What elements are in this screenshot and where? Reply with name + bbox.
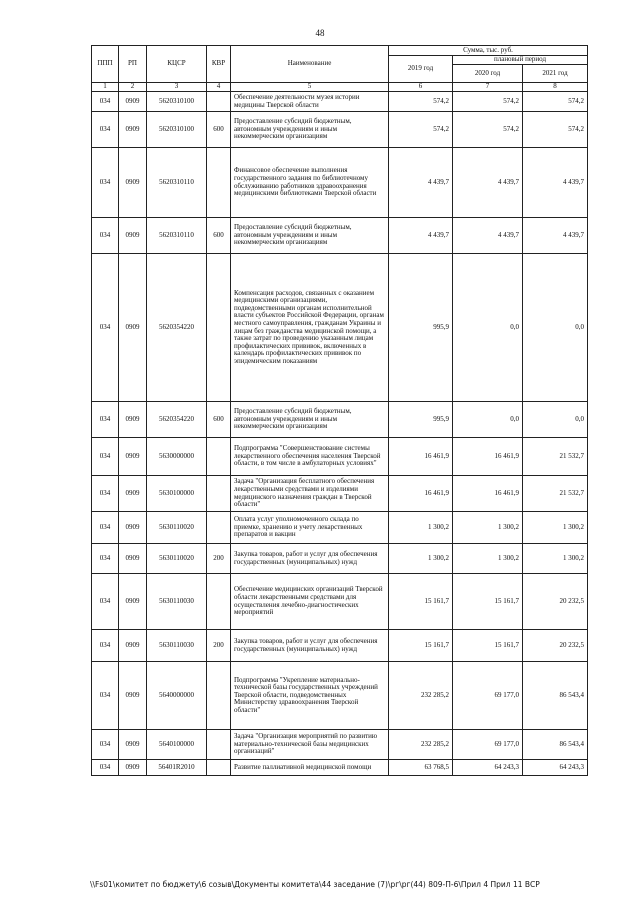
cell-2019: 15 161,7 xyxy=(389,574,453,630)
cell-2020: 16 461,9 xyxy=(453,476,523,512)
cell-ppp: 034 xyxy=(92,476,119,512)
cell-rp: 0909 xyxy=(119,730,147,760)
table-body xyxy=(92,92,588,776)
budget-table xyxy=(91,45,588,776)
cell-2019: 4 439,7 xyxy=(389,218,453,254)
cell-ppp: 034 xyxy=(92,730,119,760)
table-row xyxy=(92,574,588,630)
table-row xyxy=(92,662,588,730)
cell-ppp: 034 xyxy=(92,760,119,776)
cell-kvr xyxy=(207,254,231,402)
header-ppp: ППП xyxy=(92,46,119,83)
cell-2020: 0,0 xyxy=(453,402,523,438)
cell-kvr: 200 xyxy=(207,630,231,662)
cell-2020: 64 243,3 xyxy=(453,760,523,776)
cell-ppp: 034 xyxy=(92,544,119,574)
table-row xyxy=(92,438,588,476)
footer-file-path: \\Fs01\комитет по бюджету\6 созыв\Документы комитета\44 заседание (7)\рг\рг(44) 809-П-6\Прил 4 Прил 11 ВСР xyxy=(90,880,540,889)
cell-2021: 1 300,2 xyxy=(523,544,588,574)
cell-kcsr: 5620310100 xyxy=(147,92,207,112)
table-row xyxy=(92,254,588,402)
cell-kcsr: 5620310100 xyxy=(147,112,207,148)
table-row xyxy=(92,148,588,218)
table-row xyxy=(92,512,588,544)
cell-rp: 0909 xyxy=(119,254,147,402)
column-number: 7 xyxy=(453,83,523,92)
cell-ppp: 034 xyxy=(92,148,119,218)
cell-2019: 1 300,2 xyxy=(389,544,453,574)
cell-rp: 0909 xyxy=(119,662,147,730)
cell-name: Развитие паллиативной медицинской помощи xyxy=(231,760,389,776)
cell-ppp: 034 xyxy=(92,438,119,476)
cell-rp: 0909 xyxy=(119,760,147,776)
cell-rp: 0909 xyxy=(119,476,147,512)
cell-kcsr: 5620354220 xyxy=(147,254,207,402)
cell-rp: 0909 xyxy=(119,512,147,544)
cell-name: Обеспечение медицинских организаций Тверской области лекарственными средствами для осуществления лечебно-диагностических мероприятий xyxy=(231,574,389,630)
cell-kcsr: 5630110030 xyxy=(147,630,207,662)
cell-2021: 20 232,5 xyxy=(523,630,588,662)
cell-kvr xyxy=(207,512,231,544)
cell-kcsr: 5640100000 xyxy=(147,730,207,760)
cell-2019: 4 439,7 xyxy=(389,148,453,218)
cell-2021: 20 232,5 xyxy=(523,574,588,630)
cell-kcsr: 5640000000 xyxy=(147,662,207,730)
cell-2020: 0,0 xyxy=(453,254,523,402)
cell-kvr: 600 xyxy=(207,112,231,148)
cell-2020: 16 461,9 xyxy=(453,438,523,476)
cell-rp: 0909 xyxy=(119,630,147,662)
cell-ppp: 034 xyxy=(92,218,119,254)
cell-rp: 0909 xyxy=(119,112,147,148)
column-number: 8 xyxy=(523,83,588,92)
cell-kvr: 600 xyxy=(207,402,231,438)
cell-kcsr: 56401R2010 xyxy=(147,760,207,776)
cell-2019: 995,9 xyxy=(389,254,453,402)
header-kvr: КВР xyxy=(207,46,231,83)
header-2021: 2021 год xyxy=(523,65,588,83)
cell-kvr xyxy=(207,148,231,218)
cell-name: Задача "Организация бесплатного обеспечения лекарственными средствами и изделиями медицинского назначения граждан в Тверской области" xyxy=(231,476,389,512)
cell-2019: 16 461,9 xyxy=(389,438,453,476)
table-row xyxy=(92,112,588,148)
cell-ppp: 034 xyxy=(92,112,119,148)
column-number: 4 xyxy=(207,83,231,92)
header-2019: 2019 год xyxy=(389,56,453,83)
cell-kvr: 600 xyxy=(207,218,231,254)
cell-name: Подпрограмма "Совершенствование системы лекарственного обеспечения населения Тверской области, в том числе в амбулаторных условиях" xyxy=(231,438,389,476)
cell-kcsr: 5620310110 xyxy=(147,148,207,218)
cell-kvr xyxy=(207,574,231,630)
cell-2021: 0,0 xyxy=(523,402,588,438)
cell-2019: 15 161,7 xyxy=(389,630,453,662)
cell-2021: 86 543,4 xyxy=(523,730,588,760)
cell-ppp: 034 xyxy=(92,574,119,630)
cell-rp: 0909 xyxy=(119,544,147,574)
cell-ppp: 034 xyxy=(92,512,119,544)
cell-2021: 0,0 xyxy=(523,254,588,402)
cell-2021: 574,2 xyxy=(523,92,588,112)
cell-kcsr: 5630100000 xyxy=(147,476,207,512)
cell-2021: 64 243,3 xyxy=(523,760,588,776)
cell-2020: 4 439,7 xyxy=(453,148,523,218)
cell-2020: 69 177,0 xyxy=(453,730,523,760)
header-sum: Сумма, тыс. руб. xyxy=(389,46,588,56)
cell-name: Предоставление субсидий бюджетным, автономным учреждениям и иным некоммерческим организациям xyxy=(231,218,389,254)
cell-ppp: 034 xyxy=(92,92,119,112)
cell-ppp: 034 xyxy=(92,254,119,402)
cell-kcsr: 5630110020 xyxy=(147,512,207,544)
cell-name: Предоставление субсидий бюджетным, автономным учреждениям и иным некоммерческим организациям xyxy=(231,402,389,438)
cell-2020: 1 300,2 xyxy=(453,512,523,544)
column-number: 1 xyxy=(92,83,119,92)
cell-2021: 4 439,7 xyxy=(523,218,588,254)
cell-2019: 1 300,2 xyxy=(389,512,453,544)
cell-2019: 16 461,9 xyxy=(389,476,453,512)
page-number: 48 xyxy=(315,28,325,38)
table-row xyxy=(92,630,588,662)
cell-2020: 574,2 xyxy=(453,112,523,148)
column-numbers-row xyxy=(92,83,588,92)
cell-name: Предоставление субсидий бюджетным, автономным учреждениям и иным некоммерческим организациям xyxy=(231,112,389,148)
header-2020: 2020 год xyxy=(453,65,523,83)
table-row xyxy=(92,730,588,760)
cell-name: Закупка товаров, работ и услуг для обеспечения государственных (муниципальных) нужд xyxy=(231,544,389,574)
cell-2020: 1 300,2 xyxy=(453,544,523,574)
cell-2020: 4 439,7 xyxy=(453,218,523,254)
cell-name: Оплата услуг уполномоченного склада по приемке, хранению и учету лекарственных препаратов и вакцин xyxy=(231,512,389,544)
cell-2019: 574,2 xyxy=(389,112,453,148)
cell-kvr xyxy=(207,92,231,112)
header-name: Наименование xyxy=(231,46,389,83)
cell-2021: 574,2 xyxy=(523,112,588,148)
cell-rp: 0909 xyxy=(119,438,147,476)
cell-kvr xyxy=(207,438,231,476)
cell-name: Финансовое обеспечение выполнения государственного задания по библиотечному обслуживанию работников здравоохранения медицинскими библиотеками Тверской области xyxy=(231,148,389,218)
cell-name: Подпрограмма "Укрепление материально-технической базы государственных учреждений Тверской области, подведомственных Министерству здравоохранения Тверской области" xyxy=(231,662,389,730)
cell-rp: 0909 xyxy=(119,218,147,254)
cell-2019: 232 285,2 xyxy=(389,730,453,760)
cell-2021: 21 532,7 xyxy=(523,476,588,512)
cell-2021: 21 532,7 xyxy=(523,438,588,476)
cell-kvr xyxy=(207,662,231,730)
table-row xyxy=(92,92,588,112)
cell-kcsr: 5620310110 xyxy=(147,218,207,254)
cell-2021: 4 439,7 xyxy=(523,148,588,218)
column-number: 6 xyxy=(389,83,453,92)
table-row xyxy=(92,402,588,438)
table-row xyxy=(92,218,588,254)
cell-ppp: 034 xyxy=(92,662,119,730)
cell-rp: 0909 xyxy=(119,402,147,438)
cell-kcsr: 5630000000 xyxy=(147,438,207,476)
cell-2021: 86 543,4 xyxy=(523,662,588,730)
cell-kcsr: 5620354220 xyxy=(147,402,207,438)
cell-kvr xyxy=(207,476,231,512)
column-number: 5 xyxy=(231,83,389,92)
cell-2019: 232 285,2 xyxy=(389,662,453,730)
header-kcsr: КЦСР xyxy=(147,46,207,83)
cell-2020: 15 161,7 xyxy=(453,630,523,662)
cell-2019: 574,2 xyxy=(389,92,453,112)
table-row xyxy=(92,544,588,574)
cell-kvr xyxy=(207,760,231,776)
cell-rp: 0909 xyxy=(119,148,147,218)
cell-rp: 0909 xyxy=(119,92,147,112)
cell-kvr xyxy=(207,730,231,760)
cell-2020: 15 161,7 xyxy=(453,574,523,630)
header-rp: РП xyxy=(119,46,147,83)
cell-ppp: 034 xyxy=(92,402,119,438)
cell-kvr: 200 xyxy=(207,544,231,574)
cell-2020: 574,2 xyxy=(453,92,523,112)
cell-2020: 69 177,0 xyxy=(453,662,523,730)
table-row xyxy=(92,476,588,512)
table-row xyxy=(92,760,588,776)
cell-kcsr: 5630110020 xyxy=(147,544,207,574)
cell-2019: 63 768,5 xyxy=(389,760,453,776)
cell-2019: 995,9 xyxy=(389,402,453,438)
cell-rp: 0909 xyxy=(119,574,147,630)
cell-name: Компенсация расходов, связанных с оказанием медицинскими организациями, подведомственными органам исполнительной власти субъектов Российской Федерации, органам местного самоуправления, гражданам Украины и лицам без гражданства медицинской помощи, а также затрат по проведению указанным лицам профилактических прививок, включенных в календарь профилактических прививок по эпидемическим показаниям xyxy=(231,254,389,402)
header-planned-period: плановый период xyxy=(453,56,588,65)
cell-name: Закупка товаров, работ и услуг для обеспечения государственных (муниципальных) нужд xyxy=(231,630,389,662)
cell-kcsr: 5630110030 xyxy=(147,574,207,630)
cell-name: Обеспечение деятельности музея истории медицины Тверской области xyxy=(231,92,389,112)
column-number: 2 xyxy=(119,83,147,92)
cell-ppp: 034 xyxy=(92,630,119,662)
cell-name: Задача "Организация мероприятий по развитию материально-технической базы медицинских организаций" xyxy=(231,730,389,760)
cell-2021: 1 300,2 xyxy=(523,512,588,544)
column-number: 3 xyxy=(147,83,207,92)
